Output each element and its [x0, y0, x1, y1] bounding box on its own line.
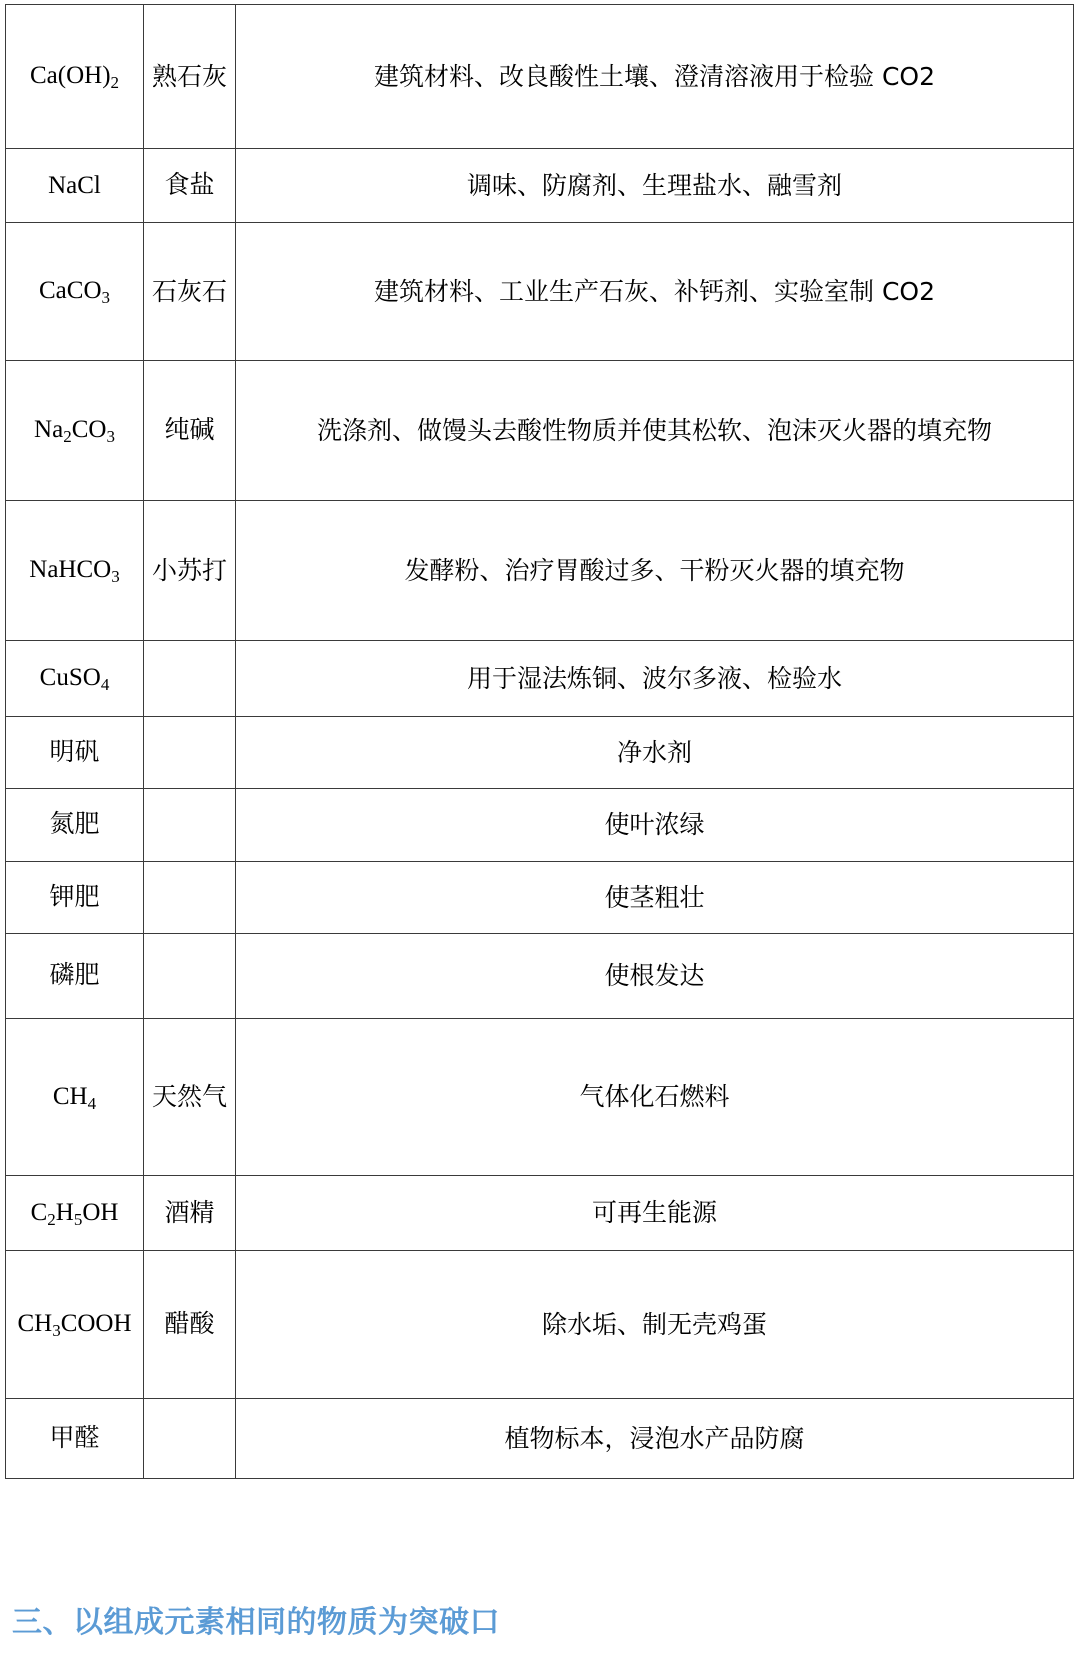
cell-formula: 氮肥	[6, 789, 144, 862]
cell-alias	[144, 934, 236, 1019]
cell-uses: 使叶浓绿	[236, 789, 1074, 862]
cell-uses: 建筑材料、改良酸性土壤、澄清溶液用于检验 CO2	[236, 5, 1074, 149]
cell-uses: 净水剂	[236, 717, 1074, 789]
cell-formula: $C_2H_5OH$	[6, 1176, 144, 1251]
cell-alias: 石灰石	[144, 223, 236, 361]
table-row	[6, 717, 1074, 789]
table-row	[6, 862, 1074, 934]
table-row	[6, 789, 1074, 862]
cell-uses: 用于湿法炼铜、波尔多液、检验水	[236, 641, 1074, 717]
table-row	[6, 641, 1074, 717]
table-row	[6, 1251, 1074, 1399]
cell-alias: 食盐	[144, 149, 236, 223]
cell-uses: 调味、防腐剂、生理盐水、融雪剂	[236, 149, 1074, 223]
table-row	[6, 501, 1074, 641]
cell-uses: 发酵粉、治疗胃酸过多、干粉灭火器的填充物	[236, 501, 1074, 641]
cell-formula: $CH_4$	[6, 1019, 144, 1176]
cell-uses: 使根发达	[236, 934, 1074, 1019]
table-row	[6, 1176, 1074, 1251]
table-row	[6, 149, 1074, 223]
cell-alias	[144, 1399, 236, 1479]
table-row	[6, 5, 1074, 149]
cell-alias: 小苏打	[144, 501, 236, 641]
section-heading: 三、以组成元素相同的物质为突破口	[12, 1605, 500, 1640]
cell-alias: 熟石灰	[144, 5, 236, 149]
cell-alias: 纯碱	[144, 361, 236, 501]
table-body	[6, 5, 1074, 1479]
cell-alias: 醋酸	[144, 1251, 236, 1399]
cell-uses: 植物标本，浸泡水产品防腐	[236, 1399, 1074, 1479]
table-row	[6, 1019, 1074, 1176]
cell-alias: 酒精	[144, 1176, 236, 1251]
cell-alias	[144, 717, 236, 789]
cell-alias: 天然气	[144, 1019, 236, 1176]
cell-formula: 甲醛	[6, 1399, 144, 1479]
table-row	[6, 361, 1074, 501]
cell-formula: NaCl	[6, 149, 144, 223]
cell-formula: 磷肥	[6, 934, 144, 1019]
cell-formula: 明矾	[6, 717, 144, 789]
table-row	[6, 1399, 1074, 1479]
cell-uses: 建筑材料、工业生产石灰、补钙剂、实验室制 CO2	[236, 223, 1074, 361]
cell-uses: 使茎粗壮	[236, 862, 1074, 934]
table-row	[6, 223, 1074, 361]
cell-uses: 气体化石燃料	[236, 1019, 1074, 1176]
cell-formula: $Na_2CO_3$	[6, 361, 144, 501]
cell-formula: CuSO$_4$	[6, 641, 144, 717]
cell-formula: NaHCO$_3$	[6, 501, 144, 641]
cell-alias	[144, 862, 236, 934]
cell-alias	[144, 789, 236, 862]
cell-formula: $CH_3COOH$	[6, 1251, 144, 1399]
cell-formula: CaCO$_3$	[6, 223, 144, 361]
cell-uses: 洗涤剂、做馒头去酸性物质并使其松软、泡沫灭火器的填充物	[236, 361, 1074, 501]
cell-uses: 除水垢、制无壳鸡蛋	[236, 1251, 1074, 1399]
cell-formula: 钾肥	[6, 862, 144, 934]
cell-alias	[144, 641, 236, 717]
cell-formula: $Ca(OH)_2$	[6, 5, 144, 149]
substances-uses-table	[5, 4, 1074, 1479]
table-row	[6, 934, 1074, 1019]
cell-uses: 可再生能源	[236, 1176, 1074, 1251]
